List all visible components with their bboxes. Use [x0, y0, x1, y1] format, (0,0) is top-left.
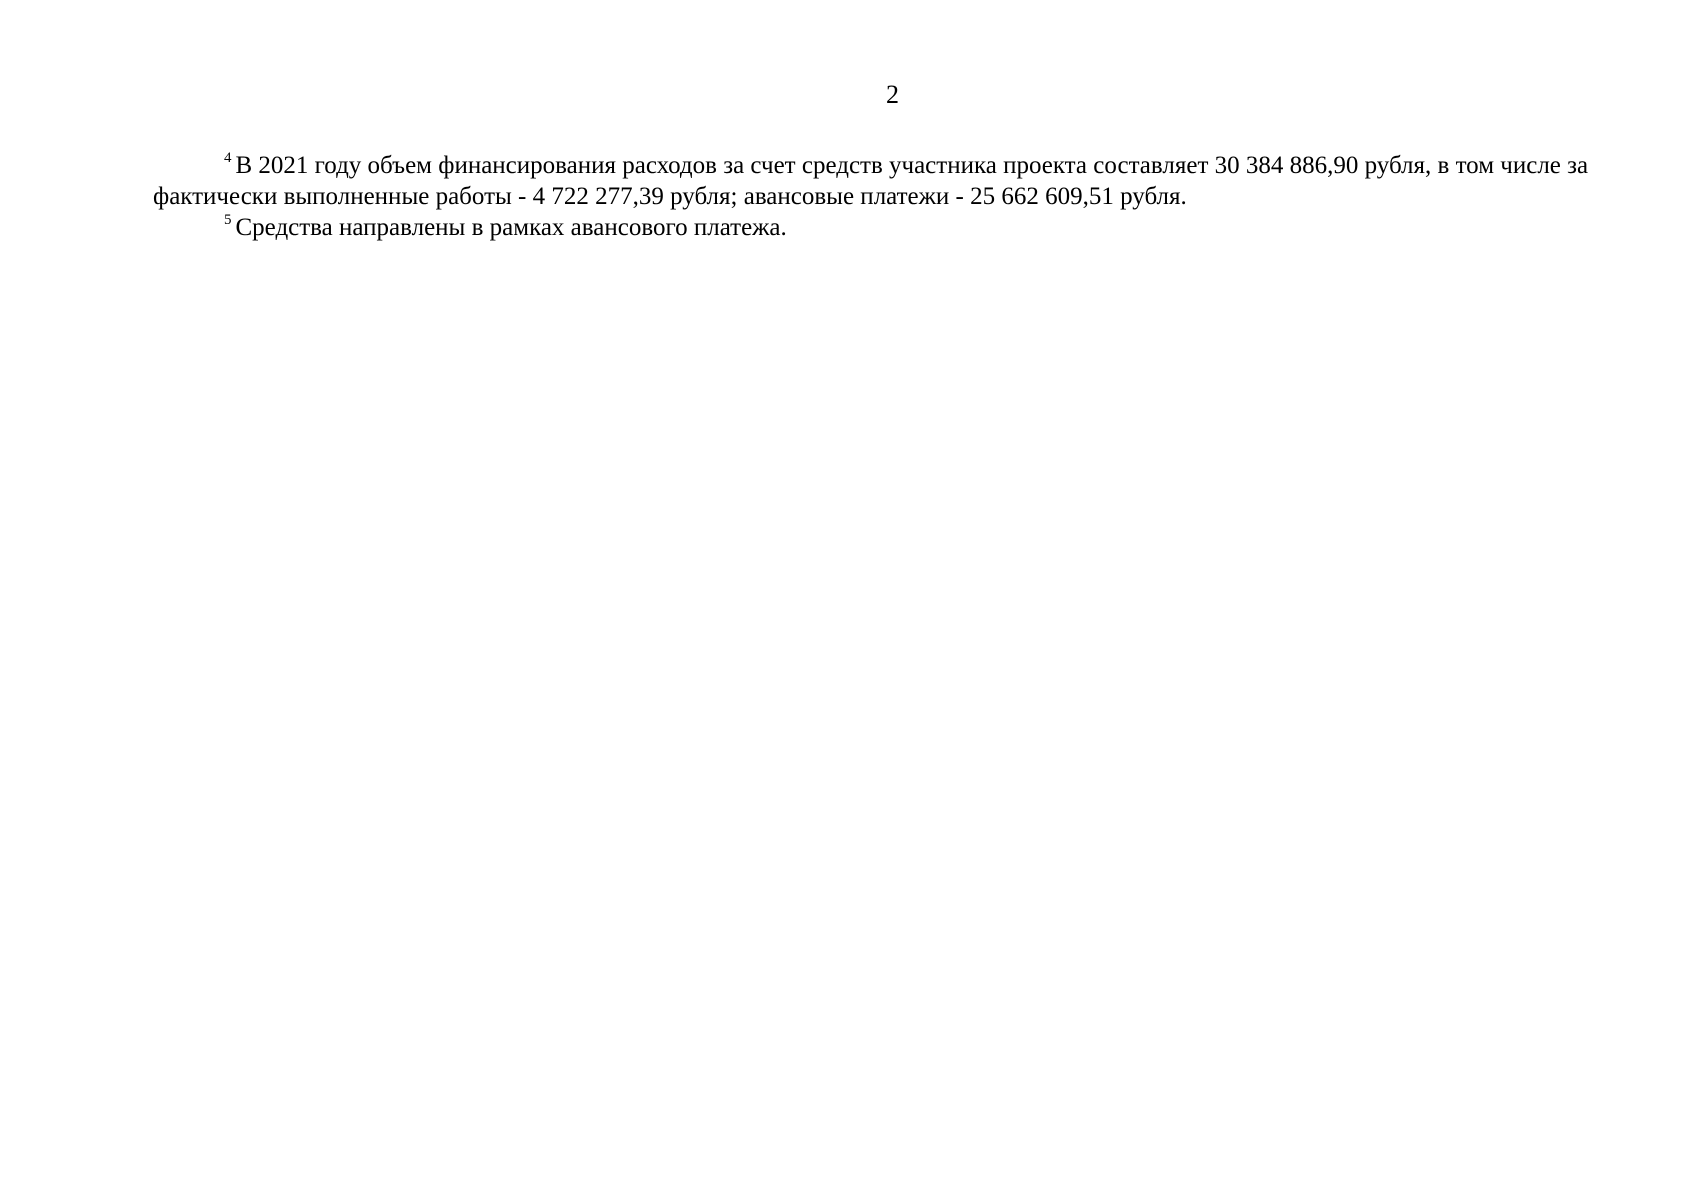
page-number: 2	[886, 80, 899, 109]
footnote-4	[153, 150, 1643, 212]
footnote-marker: 5	[224, 211, 232, 228]
footnote-marker: 4	[224, 149, 232, 166]
footnote-text: Средства направлены в рамках авансового платежа.	[235, 214, 787, 241]
footnote-5	[153, 212, 1643, 243]
footnote-text: В 2021 году объем финансирования расходов за счет средств участника проекта составляет 30 384 886,90 рубля, в том числе за фактически выполненные работы - 4 722 277,39 рубля; авансовые платежи - 25 662 609,51 рубля.	[153, 152, 1589, 210]
footnotes	[153, 150, 1643, 243]
